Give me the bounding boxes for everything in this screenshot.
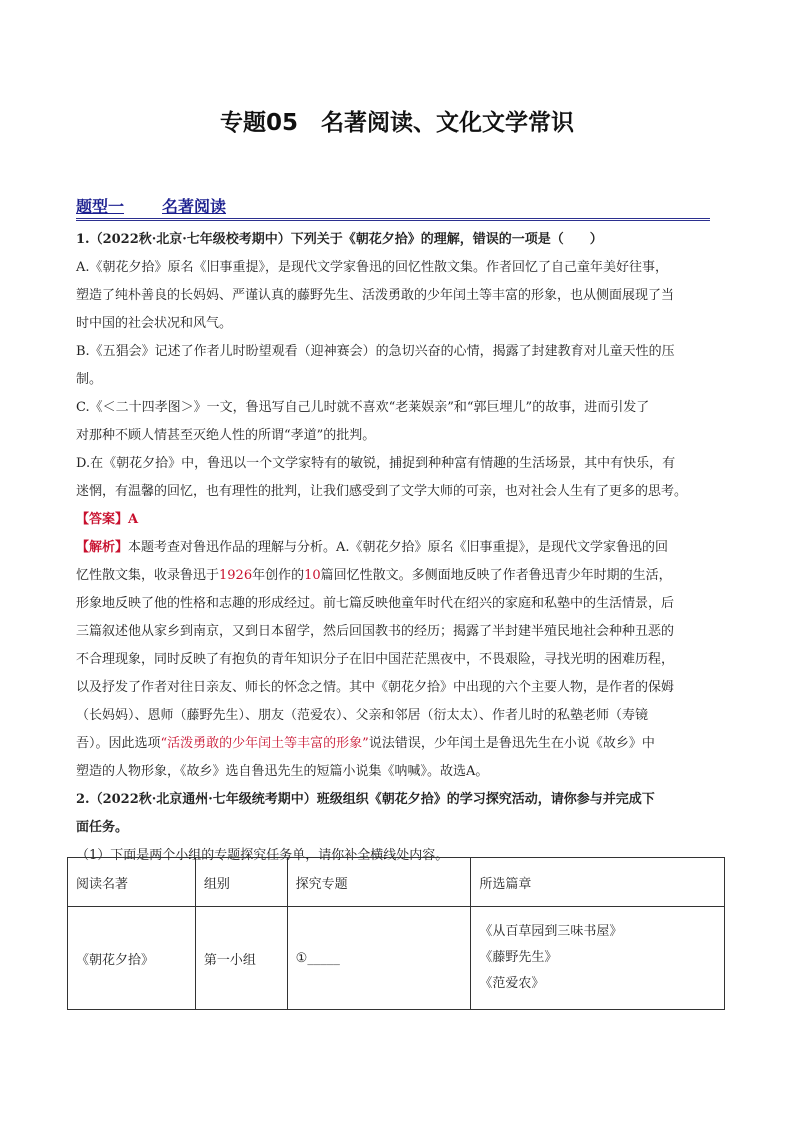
option-b-line: 制。 xyxy=(76,372,103,387)
table-header-cell: 组别 xyxy=(195,858,287,907)
option-d-line: D.在《朝花夕拾》中，鲁迅以一个文学家特有的敏锐，捕捉到种种富有情趣的生活场景，其中有快乐，有 xyxy=(76,456,676,471)
analysis-text: 年创作的 xyxy=(252,568,305,583)
table-header-cell: 阅读名著 xyxy=(68,858,196,907)
chapter-item: 《从百草园到三味书屋》 xyxy=(479,924,623,939)
analysis-line: 以及抒发了作者对往日亲友、师长的怀念之情。其中《朝花夕拾》中出现的六个主要人物，是作者的保姆 xyxy=(76,680,675,695)
analysis-line xyxy=(76,534,720,562)
table-row xyxy=(68,907,725,1010)
table-cell-topic: ①_____ xyxy=(287,907,471,1010)
table-header-cell: 探究专题 xyxy=(287,858,471,907)
chapter-item: 《藤野先生》 xyxy=(479,950,558,965)
option-a-line: 塑造了纯朴善良的长妈妈、严谨认真的藤野先生、活泼勇敢的少年闰土等丰富的形象，也从侧面展现了当 xyxy=(76,288,675,303)
analysis-line: 三篇叙述他从家乡到南京，又到日本留学，然后回国教书的经历；揭露了半封建半殖民地社会种种丑恶的 xyxy=(76,624,675,639)
table-cell-book: 《朝花夕拾》 xyxy=(68,907,196,1010)
analysis-line: 塑造的人物形象，《故乡》选自鲁迅先生的短篇小说集《呐喊》。故选A。 xyxy=(76,764,489,779)
question-2-subtask: （1）下面是两个小组的专题探究任务单，请你补全横线处内容。 xyxy=(76,848,449,863)
question-1-stem: 1.（2022秋·北京·七年级校考期中）下列关于《朝花夕拾》的理解，错误的一项是（ ） xyxy=(76,232,603,247)
question-2-stem: 2.（2022秋·北京通州·七年级统考期中）班级组织《朝花夕拾》的学习探究活动，请你参与并完成下 xyxy=(76,792,655,807)
analysis-year: 1926 xyxy=(219,568,253,583)
chapter-item: 《范爱农》 xyxy=(479,976,545,991)
task-table xyxy=(67,857,725,1010)
question-2-stem: 面任务。 xyxy=(76,820,129,835)
section-header xyxy=(76,194,710,221)
answer-value: A xyxy=(128,512,139,527)
analysis-line xyxy=(76,730,720,758)
option-c-line: 对那种不顾人情甚至灭绝人性的所谓“孝道”的批判。 xyxy=(76,428,376,443)
analysis-line xyxy=(76,562,720,590)
option-a-line: 时中国的社会状况和风气。 xyxy=(76,316,233,331)
option-d-line: 迷惘，有温馨的回忆，也有理性的批判，让我们感受到了文学大师的可亲，也对社会人生有了更多的思考。 xyxy=(76,484,688,499)
option-c-line: C.《＜二十四孝图＞》一文，鲁迅写自己儿时就不喜欢“老莱娱亲”和“郭巨埋儿”的故事，进而引发了 xyxy=(76,400,650,415)
analysis-line: 形象地反映了他的性格和志趣的形成经过。前七篇反映他童年时代在绍兴的家庭和私塾中的生活情景，后 xyxy=(76,596,675,611)
analysis-quote: “活泼勇敢的少年闰土等丰富的形象” xyxy=(160,736,369,751)
section-type-label: 题型一 xyxy=(76,197,125,216)
table-cell-group: 第一小组 xyxy=(195,907,287,1010)
analysis-count: 10 xyxy=(304,568,321,583)
section-name-label: 名著阅读 xyxy=(162,197,227,216)
analysis-text: 本题考查对鲁迅作品的理解与分析。A.《朝花夕拾》原名《旧事重提》，是现代文学家鲁迅的回 xyxy=(128,540,669,555)
table-header-cell: 所选篇章 xyxy=(471,858,725,907)
analysis-text: 篇回忆性散文。多侧面地反映了作者鲁迅青少年时期的生活， xyxy=(320,568,672,583)
analysis-line: 不合理现象，同时反映了有抱负的青年知识分子在旧中国茫茫黑夜中，不畏艰险，寻找光明的困难历程， xyxy=(76,652,675,667)
option-a-line: A.《朝花夕拾》原名《旧事重提》，是现代文学家鲁迅的回忆性散文集。作者回忆了自己童年美好往事， xyxy=(76,260,669,275)
analysis-tag: 【解析】 xyxy=(76,540,129,555)
analysis-text: 说法错误，少年闰土是鲁迅先生在小说《故乡》中 xyxy=(368,736,655,751)
analysis-text: 吾）。因此选项 xyxy=(76,736,161,751)
analysis-line: （长妈妈）、恩师（藤野先生）、朋友（范爱农）、父亲和邻居（衍太太）、作者儿时的私塾老师（寿镜 xyxy=(76,708,649,723)
option-b-line: B.《五猖会》记述了作者儿时盼望观看（迎神赛会）的急切兴奋的心情，揭露了封建教育对儿童天性的压 xyxy=(76,344,675,359)
analysis-text: 忆性散文集，收录鲁迅于 xyxy=(76,568,220,583)
table-cell-chapters xyxy=(471,907,725,1010)
question-1 xyxy=(76,226,720,870)
answer-line xyxy=(76,506,720,534)
table-header-row xyxy=(68,858,725,907)
page-title: 专题05 名著阅读、文化文学常识 xyxy=(219,110,574,136)
answer-tag: 【答案】 xyxy=(76,512,129,527)
